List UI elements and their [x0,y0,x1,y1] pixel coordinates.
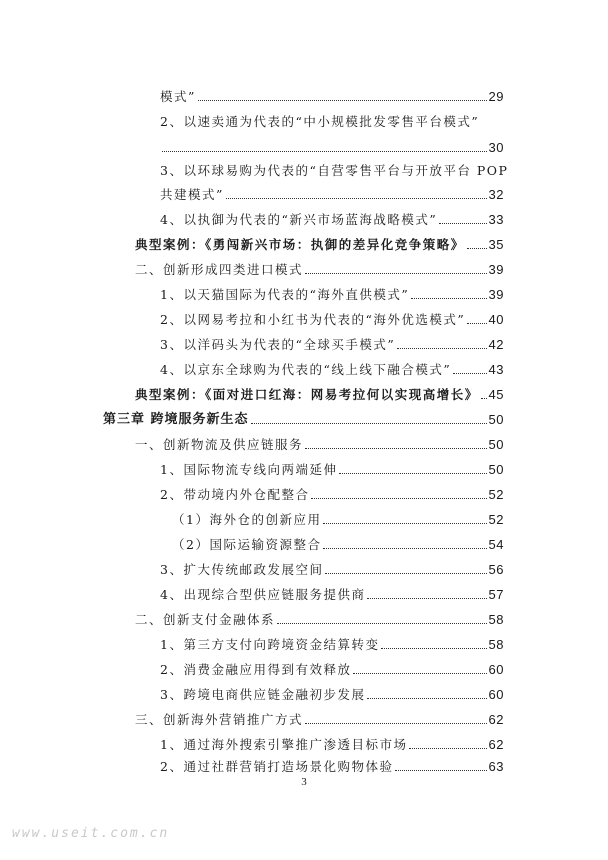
toc-entry-continuation [160,186,504,204]
toc-entry-text: 二、创新形成四类进口模式 [135,262,304,277]
toc-entry [160,311,504,329]
toc-section-entry [135,436,504,454]
toc-entry-text: 1、第三方支付向跨境资金结算转变 [160,637,380,652]
toc-entry-page: 62 [488,712,504,727]
toc-leader-dots [198,100,487,101]
toc-entry-page: 29 [488,89,504,104]
toc-entry-page: 60 [488,662,504,677]
toc-entry-page: 35 [488,237,504,252]
toc-entry-text: 典型案例：《勇闯新兴市场：执御的差异化竞争策略》 [135,237,465,252]
toc-entry-page: 50 [488,412,504,427]
toc-entry-text: 一、创新物流及供应链服务 [135,437,304,452]
toc-entry-text: 3、以环球易购为代表的“自营零售平台与开放平台 POP [160,163,509,178]
toc-entry [160,686,504,704]
toc-leader-dots [395,770,486,771]
page-number: 3 [301,776,307,788]
toc-entry [160,461,504,479]
toc-entry-text: 三、创新海外营销推广方式 [135,712,304,727]
toc-entry-page: 58 [488,612,504,627]
toc-entry [160,211,504,229]
toc-entry [160,561,504,579]
toc-entry-text: （1）海外仓的创新应用 [172,512,322,527]
toc-entry-text: 3、以洋码头为代表的“全球买手模式” [160,337,396,352]
toc-entry-text: （2）国际运输资源整合 [172,537,322,552]
toc-section-entry [135,711,504,729]
toc-leader-dots [311,498,486,499]
toc-entry [160,636,504,654]
toc-leader-dots [397,348,486,349]
toc-entry-text: 1、国际物流专线向两端延伸 [160,462,338,477]
toc-entry [160,758,504,776]
toc-subentry [172,511,504,529]
toc-leader-dots [226,198,487,199]
toc-entry [160,486,504,504]
toc-leader-dots [305,723,487,724]
toc-entry-text: 2、消费金融应用得到有效释放 [160,662,352,677]
toc-entry-text: 2、以网易考拉和小红书为代表的“海外优选模式” [160,312,466,327]
toc-entry [160,88,504,106]
toc-case-entry [135,236,504,254]
toc-entry-page: 62 [488,737,504,752]
toc-entry-text: 4、以执御为代表的“新兴市场蓝海战略模式” [160,212,438,227]
toc-entry [160,661,504,679]
toc-entry-text: 模式” [160,89,196,104]
toc-entry-page: 58 [488,637,504,652]
toc-entry-text: 4、出现综合型供应链服务提供商 [160,587,366,602]
toc-entry-text: 共建模式” [160,187,224,202]
toc-leader-dots [367,598,486,599]
toc-entry-text: 3、跨境电商供应链金融初步发展 [160,687,366,702]
toc-entry-page: 60 [488,687,504,702]
toc-leader-dots [467,248,487,249]
toc-entry-page: 43 [488,362,504,377]
toc-leader-dots [467,323,486,324]
toc-leader-dots [353,673,486,674]
toc-entry-text: 典型案例：《面对进口红海：网易考拉何以实现高增长》 [135,387,479,402]
toc-leader-dots [381,648,486,649]
toc-entry-page: 56 [488,562,504,577]
toc-entry-page: 40 [488,312,504,327]
toc-entry [160,586,504,604]
toc-leader-dots [305,448,487,449]
toc-entry [160,162,509,180]
toc-entry-page: 32 [488,187,504,202]
toc-entry-page: 50 [488,462,504,477]
toc-entry-page: 52 [488,512,504,527]
toc-entry-page: 42 [488,337,504,352]
toc-entry-page: 45 [488,387,504,402]
toc-entry-page: 54 [488,537,504,552]
toc-leader-dots [323,523,486,524]
toc-leader-dots [251,423,487,424]
toc-leader-dots [305,273,487,274]
toc-entry-text: 2、带动境内外仓配整合 [160,487,310,502]
toc-leader-dots [367,698,486,699]
toc-leader-dots [453,373,486,374]
toc-entry-text: 2、以速卖通为代表的“中小规模批发零售平台模式” [160,114,480,129]
toc-entry [160,286,504,304]
toc-leader-dots [409,748,486,749]
toc-entry-text: 1、以天猫国际为代表的“海外直供模式” [160,287,410,302]
toc-entry-page: 63 [488,759,504,774]
toc-entry-page: 50 [488,437,504,452]
toc-entry-page: 52 [488,487,504,502]
toc-leader-dots [325,573,486,574]
toc-entry [160,113,504,131]
toc-entry [160,336,504,354]
toc-leader-dots [481,398,487,399]
toc-leader-dots [339,473,486,474]
toc-entry-page: 39 [488,287,504,302]
watermark: www.useit.com.cn [12,826,170,841]
toc-entry-continuation [160,139,504,157]
toc-entry-page: 39 [488,262,504,277]
toc-entry-page: 57 [488,587,504,602]
toc-entry [160,361,504,379]
toc-entry-text: 3、扩大传统邮政发展空间 [160,562,324,577]
toc-case-entry [135,386,504,404]
toc-leader-dots [439,223,486,224]
toc-entry-text: 2、通过社群营销打造场景化购物体验 [160,759,394,774]
toc-leader-dots [323,548,486,549]
toc-entry [160,736,504,754]
toc-section-entry [135,611,504,629]
toc-subentry [172,536,504,554]
toc-leader-dots [411,298,486,299]
toc-leader-dots [162,151,487,152]
toc-entry-text: 4、以京东全球购为代表的“线上线下融合模式” [160,362,452,377]
toc-entry-page: 30 [488,140,504,155]
toc-entry-text: 第三章 跨境服务新生态 [103,412,249,427]
toc-entry-text: 二、创新支付金融体系 [135,612,276,627]
toc-entry-page: 33 [488,212,504,227]
toc-leader-dots [277,623,487,624]
toc-entry-text: 1、通过海外搜索引擎推广渗透目标市场 [160,737,408,752]
toc-chapter-entry [103,411,504,429]
toc-section-entry [135,261,504,279]
